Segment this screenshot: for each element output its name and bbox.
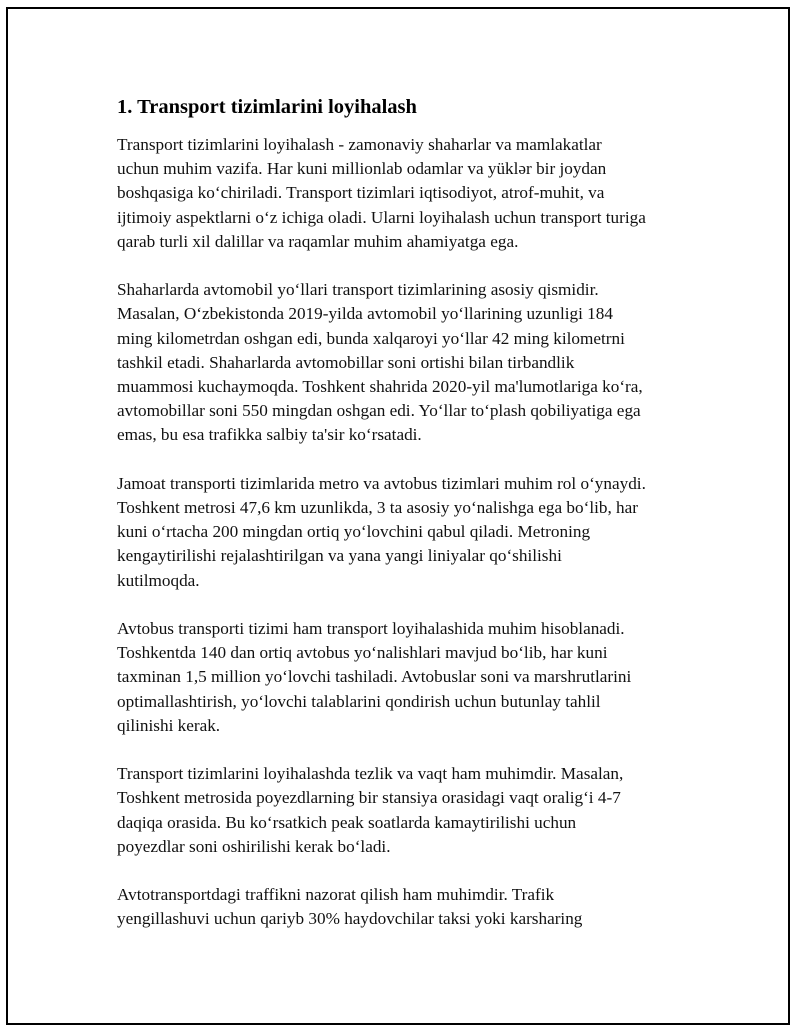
paragraph-intro: Transport tizimlarini loyihalash - zamonaviy shaharlar va mamlakatlar uchun muhim vazifa. Har kuni millionlab odamlar va yüklər bir joydan boshqasiga koʻchiriladi. Transport tizimlari iqtisodiyot, atrof-muhit, va ijtimoiy aspektlarni oʻz ichiga oladi. Ularni loyihalash uchun transport turiga qarab turli xil dalillar va raqamlar muhim ahamiyatga ega. <box>117 135 646 251</box>
paragraph-public-transport: Jamoat transporti tizimlarida metro va avtobus tizimlari muhim rol oʻynaydi. Toshkent metrosi 47,6 km uzunlikda, 3 ta asosiy yoʻnalishga ega boʻlib, har kuni oʻrtacha 200 mingdan ortiq yoʻlovchini qabul qiladi. Metroning kengaytirilishi rejalashtirilgan va yana yangi liniyalar qoʻshilishi kutilmoqda. <box>117 473 646 590</box>
paragraph-traffic-control: Avtotransportdagi traffikni nazorat qilish ham muhimdir. Trafik yengillashuvi uchun qariyb 30% haydovchilar taksi yoki karsharing <box>117 885 583 929</box>
paragraph-roads: Shaharlarda avtomobil yoʻllari transport tizimlarining asosiy qismidir. Masalan, Oʻzbekistonda 2019-yilda avtomobil yoʻllarining uzunligi 184 ming kilometrdan oshgan edi, bunda xalqaroyi yoʻllar 42 ming kilometrni tashkil etadi. Shaharlarda avtomobillar soni ortishi bilan tirbandlik muammosi kuchaymoqda. Toshkent shahrida 2020-yil ma'lumotlariga koʻra, avtomobillar soni 550 mingdan oshgan edi. Yoʻllar toʻplash qobiliyatiga ega emas, bu esa trafikka salbiy ta'sir koʻrsatadi. <box>117 280 643 445</box>
paragraph-bus-transport: Avtobus transporti tizimi ham transport loyihalashida muhim hisoblanadi. Toshkentda 140 dan ortiq avtobus yoʻnalishlari mavjud boʻlib, har kuni taxminan 1,5 million yoʻlovchi tashiladi. Avtobuslar soni va marshrutlarini optimallashtirish, yoʻlovchi talablarini qondirish uchun butunlay tahlil qilinishi kerak. <box>117 619 632 735</box>
section-heading: 1. Transport tizimlarini loyihalash <box>117 96 417 118</box>
document-body <box>117 95 692 956</box>
paragraph-speed-time: Transport tizimlarini loyihalashda tezlik va vaqt ham muhimdir. Masalan, Toshkent metrosida poyezdlarning bir stansiya orasidagi vaqt oraligʻi 4-7 daqiqa orasida. Bu koʻrsatkich peak soatlarda kamaytirilishi uchun poyezdlar soni oshirilishi kerak boʻladi. <box>117 764 624 856</box>
